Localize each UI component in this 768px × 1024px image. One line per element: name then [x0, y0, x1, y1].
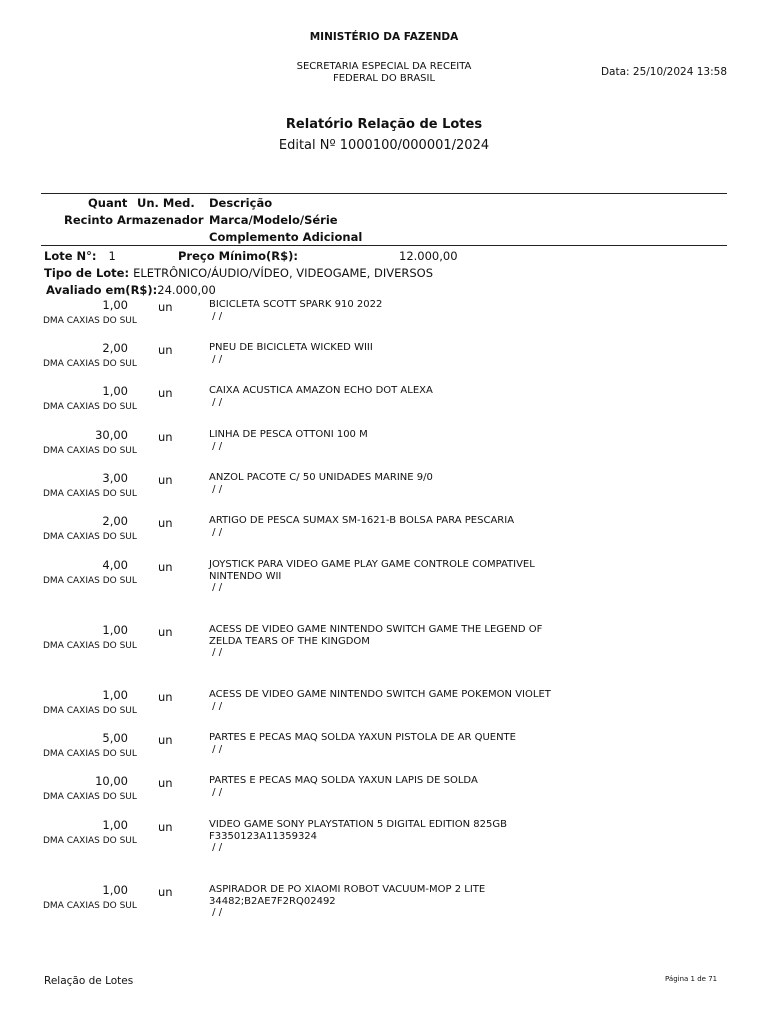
item-complement: / / — [209, 353, 223, 365]
item-description-text: JOYSTICK PARA VIDEO GAME PLAY GAME CONTROLE COMPATIVEL — [209, 559, 535, 570]
lot-type-label: Tipo de Lote: — [44, 266, 130, 280]
item-quantity: 5,00 — [102, 731, 128, 745]
lot-appraised-label: Avaliado em(R$): — [46, 283, 158, 297]
lot-type — [44, 266, 433, 280]
item-description — [209, 385, 569, 408]
item-warehouse: DMA CAXIAS DO SUL — [43, 402, 137, 412]
footer-page-number: Página 1 de 71 — [665, 975, 718, 983]
item-unit: un — [158, 386, 173, 400]
item-description-text: ACESS DE VIDEO GAME NINTENDO SWITCH GAME POKEMON VIOLET — [209, 689, 551, 700]
item-description — [209, 689, 569, 712]
item-description — [209, 819, 569, 854]
header-top-divider — [41, 193, 727, 194]
item-description — [209, 472, 569, 495]
item-unit: un — [158, 690, 173, 704]
item-warehouse: DMA CAXIAS DO SUL — [43, 532, 137, 542]
item-quantity: 2,00 — [102, 514, 128, 528]
report-title: Relatório Relação de Lotes — [285, 117, 483, 132]
item-unit: un — [158, 300, 173, 314]
item-complement: / / — [209, 483, 223, 495]
column-marca: Marca/Modelo/Série — [209, 213, 338, 227]
item-description-text: PARTES E PECAS MAQ SOLDA YAXUN PISTOLA DE AR QUENTE — [209, 732, 516, 743]
item-warehouse: DMA CAXIAS DO SUL — [43, 836, 137, 846]
column-recinto: Recinto Armazenador — [64, 213, 204, 227]
item-warehouse: DMA CAXIAS DO SUL — [43, 706, 137, 716]
item-complement: / / — [209, 396, 223, 408]
column-unit: Un. Med. — [137, 196, 195, 210]
item-unit: un — [158, 625, 173, 639]
lot-type-value: ELETRÔNICO/ÁUDIO/VÍDEO, VIDEOGAME, DIVERSOS — [133, 266, 433, 280]
item-complement: / / — [209, 743, 223, 755]
item-description — [209, 775, 569, 798]
item-complement: / / — [209, 647, 223, 658]
item-unit: un — [158, 733, 173, 747]
item-complement: / / — [209, 440, 223, 452]
item-description — [209, 429, 569, 452]
item-description — [209, 884, 569, 919]
item-complement: / / — [209, 786, 223, 798]
item-description-text: CAIXA ACUSTICA AMAZON ECHO DOT ALEXA — [209, 385, 433, 396]
column-complemento: Complemento Adicional — [209, 230, 363, 244]
column-description: Descrição — [209, 196, 273, 210]
item-unit: un — [158, 885, 173, 899]
item-quantity: 1,00 — [102, 384, 128, 398]
item-description — [209, 515, 569, 538]
item-description-text: ASPIRADOR DE PO XIAOMI ROBOT VACUUM-MOP 2 LITE — [209, 884, 486, 895]
item-complement: / / — [209, 526, 223, 538]
item-complement: / / — [209, 700, 223, 712]
item-warehouse: DMA CAXIAS DO SUL — [43, 641, 137, 651]
item-complement: / / — [209, 907, 223, 918]
item-description-text: VIDEO GAME SONY PLAYSTATION 5 DIGITAL EDITION 825GB — [209, 819, 507, 830]
column-quant: Quant — [88, 196, 128, 210]
item-description-text: LINHA DE PESCA OTTONI 100 M — [209, 429, 368, 440]
item-description — [209, 624, 569, 659]
secretaria-line-1: SECRETARIA ESPECIAL DA RECEITA — [296, 61, 472, 72]
lot-min-price-value: 12.000,00 — [399, 249, 458, 263]
item-description-text: BICICLETA SCOTT SPARK 910 2022 — [209, 299, 383, 310]
item-description-text: ANZOL PACOTE C/ 50 UNIDADES MARINE 9/0 — [209, 472, 433, 483]
item-unit: un — [158, 430, 173, 444]
item-description-extra: ZELDA TEARS OF THE KINGDOM — [209, 635, 370, 647]
item-warehouse: DMA CAXIAS DO SUL — [43, 316, 137, 326]
item-unit: un — [158, 776, 173, 790]
item-unit: un — [158, 343, 173, 357]
ministry-heading: MINISTÉRIO DA FAZENDA — [309, 31, 459, 43]
item-complement: / / — [209, 842, 223, 853]
lot-number-label: Lote N°: — [44, 249, 97, 263]
item-warehouse: DMA CAXIAS DO SUL — [43, 446, 137, 456]
item-unit: un — [158, 473, 173, 487]
item-description-text: PARTES E PECAS MAQ SOLDA YAXUN LAPIS DE SOLDA — [209, 775, 478, 786]
item-quantity: 1,00 — [102, 818, 128, 832]
header-bottom-divider — [41, 245, 727, 246]
item-unit: un — [158, 516, 173, 530]
item-description-extra: 34482;B2AE7F2RQ02492 — [209, 895, 336, 907]
item-description-text: PNEU DE BICICLETA WICKED WIII — [209, 342, 373, 353]
item-warehouse: DMA CAXIAS DO SUL — [43, 901, 137, 911]
item-quantity: 10,00 — [95, 774, 128, 788]
item-quantity: 1,00 — [102, 298, 128, 312]
item-warehouse: DMA CAXIAS DO SUL — [43, 749, 137, 759]
report-date: Data: 25/10/2024 13:58 — [600, 66, 727, 78]
item-complement: / / — [209, 582, 223, 593]
item-description-extra: F3350123A11359324 — [209, 830, 318, 842]
secretaria-line-2: FEDERAL DO BRASIL — [332, 73, 436, 84]
item-description — [209, 299, 569, 322]
item-description — [209, 559, 569, 594]
lot-number — [44, 249, 116, 263]
item-warehouse: DMA CAXIAS DO SUL — [43, 359, 137, 369]
edital-number: Edital Nº 1000100/000001/2024 — [278, 138, 490, 153]
item-quantity: 2,00 — [102, 341, 128, 355]
item-description-text: ACESS DE VIDEO GAME NINTENDO SWITCH GAME THE LEGEND OF — [209, 624, 543, 635]
item-warehouse: DMA CAXIAS DO SUL — [43, 576, 137, 586]
item-description-extra: NINTENDO WII — [209, 570, 282, 582]
lot-min-price-label: Preço Mínimo(R$): — [178, 249, 298, 263]
item-quantity: 1,00 — [102, 883, 128, 897]
lot-appraised — [46, 283, 216, 297]
item-quantity: 1,00 — [102, 623, 128, 637]
item-complement: / / — [209, 310, 223, 322]
lot-appraised-value: 24.000,00 — [157, 283, 216, 297]
item-warehouse: DMA CAXIAS DO SUL — [43, 489, 137, 499]
footer-report-name: Relação de Lotes — [44, 975, 134, 987]
item-description — [209, 732, 569, 755]
item-quantity: 4,00 — [102, 558, 128, 572]
item-quantity: 1,00 — [102, 688, 128, 702]
item-unit: un — [158, 560, 173, 574]
item-description — [209, 342, 569, 365]
item-unit: un — [158, 820, 173, 834]
item-quantity: 30,00 — [95, 428, 128, 442]
lot-number-value: 1 — [108, 249, 116, 263]
item-description-text: ARTIGO DE PESCA SUMAX SM-1621-B BOLSA PARA PESCARIA — [209, 515, 515, 526]
item-quantity: 3,00 — [102, 471, 128, 485]
item-warehouse: DMA CAXIAS DO SUL — [43, 792, 137, 802]
secretaria-heading — [250, 61, 518, 85]
